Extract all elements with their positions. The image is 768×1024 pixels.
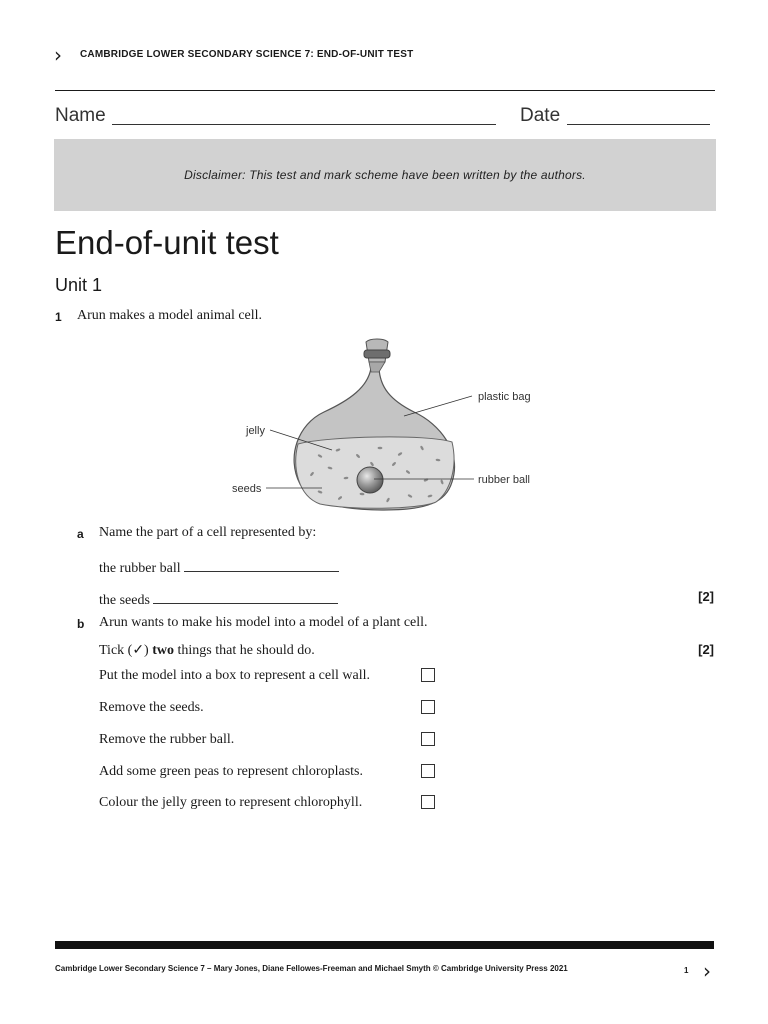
- label-rubber-ball: rubber ball: [478, 474, 530, 486]
- part-a-prompt: Name the part of a cell represented by:: [99, 525, 317, 540]
- option-label-green-peas: Add some green peas to represent chloroplasts.: [99, 764, 363, 779]
- answer-line-rubber-ball[interactable]: [184, 557, 339, 572]
- model-cell-diagram: [228, 332, 540, 512]
- chevron-right-icon: ›: [54, 43, 62, 67]
- label-plastic-bag: plastic bag: [478, 391, 531, 403]
- checkbox-cell-wall[interactable]: [421, 668, 435, 682]
- instruction-emphasis: two: [152, 643, 174, 658]
- unit-heading: Unit 1: [55, 275, 103, 295]
- header-rule: [55, 90, 715, 91]
- running-header: CAMBRIDGE LOWER SECONDARY SCIENCE 7: END-OF-UNIT TEST: [80, 49, 414, 60]
- label-jelly: jelly: [246, 425, 265, 437]
- label-seeds: seeds: [232, 483, 262, 495]
- question-stem: Arun makes a model animal cell.: [77, 308, 263, 323]
- part-b-marks: [2]: [698, 642, 714, 657]
- option-label-cell-wall: Put the model into a box to represent a cell wall.: [99, 668, 370, 683]
- answer-line-seeds[interactable]: [153, 589, 338, 604]
- date-label: Date: [520, 105, 561, 126]
- checkbox-green-jelly[interactable]: [421, 795, 435, 809]
- answer-label-seeds: the seeds: [99, 593, 150, 608]
- name-label: Name: [55, 105, 106, 126]
- answer-label-rubber-ball: the rubber ball: [99, 561, 181, 576]
- question-number: 1: [55, 310, 62, 324]
- footer-credit: Cambridge Lower Secondary Science 7 – Mary Jones, Diane Fellowes-Freeman and Michael Smyth © Cambridge University Press 2021: [55, 964, 568, 973]
- checkbox-remove-ball[interactable]: [421, 732, 435, 746]
- date-field-line[interactable]: [567, 124, 710, 125]
- checkbox-remove-seeds[interactable]: [421, 700, 435, 714]
- disclaimer-text: Disclaimer: This test and mark scheme have been written by the authors.: [184, 168, 586, 182]
- part-b-instruction: [99, 642, 315, 659]
- footer-rule: [55, 941, 714, 949]
- page-number: 1: [684, 966, 689, 975]
- part-a-letter: a: [77, 527, 84, 541]
- option-label-green-jelly: Colour the jelly green to represent chlorophyll.: [99, 795, 363, 810]
- option-label-remove-ball: Remove the rubber ball.: [99, 732, 235, 747]
- option-label-remove-seeds: Remove the seeds.: [99, 700, 204, 715]
- disclaimer-banner: [54, 139, 716, 211]
- instruction-pre: Tick (✓): [99, 643, 153, 658]
- part-b-letter: b: [77, 617, 85, 631]
- checkbox-green-peas[interactable]: [421, 764, 435, 778]
- answer-row-seeds: [99, 589, 338, 609]
- answer-row-rubber-ball: [99, 557, 339, 577]
- next-page-chevron-icon[interactable]: ›: [703, 959, 711, 983]
- part-a-marks: [2]: [698, 589, 714, 604]
- name-field-line[interactable]: [112, 124, 496, 125]
- page-title: End-of-unit test: [55, 224, 279, 261]
- instruction-post: things that he should do.: [174, 643, 315, 658]
- part-b-prompt: Arun wants to make his model into a model of a plant cell.: [99, 615, 428, 630]
